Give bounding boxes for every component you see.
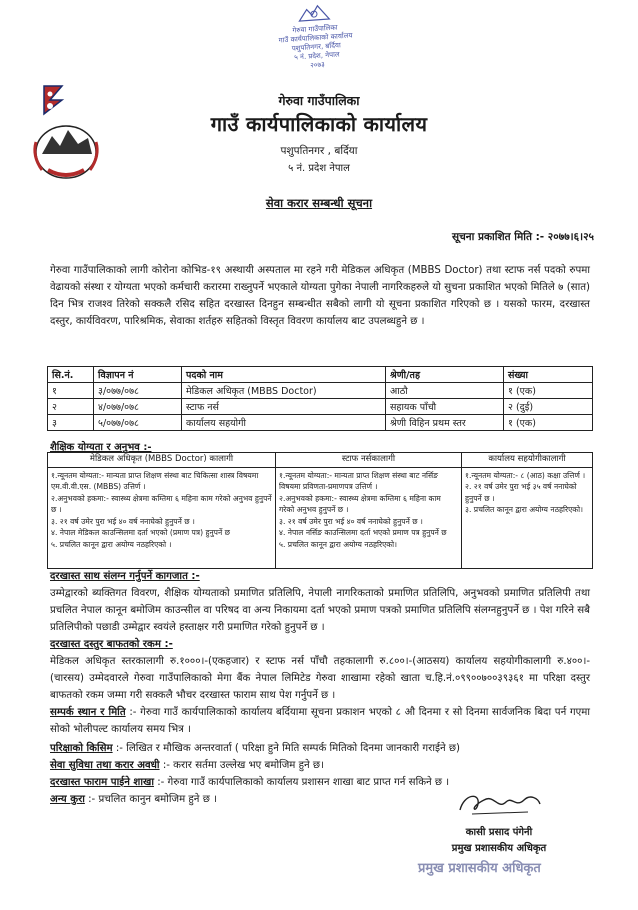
signatory-title: प्रमुख प्रशासकीय अधिकृत — [451, 843, 547, 854]
list-item: ३. २१ वर्ष उमेर पुरा भई ४० वर्ष ननाघेको हुनुपर्ने छ । — [51, 516, 195, 526]
exam-section — [50, 740, 590, 757]
office-title: गाउँ कार्यपालिकाको कार्यालय — [210, 112, 428, 136]
list-item: २.अनुभवको हकमा:- स्वास्थ्य क्षेत्रमा कम्तिमा ६ महिना काम गरेको अनुभव हुनुपर्ने छ । — [279, 493, 441, 514]
branch-heading: दरखास्त फाराम पाईने शाखा — [50, 777, 154, 788]
facility-heading: सेवा सुविधा तथा करार अवधी — [50, 760, 160, 771]
qualification-cell-assistant — [462, 467, 593, 568]
contact-text: :- गेरुवा गाउँ कार्यपालिकाको कार्यालय बर्दियामा सूचना प्रकाशन भएको ८ औ दिनमा र सो दिनमा सार्वजनिक बिदा पर्न गएमा सोको भोलीपल्ट कार्यालय समय भित्र । — [50, 707, 591, 735]
branch-text: :- गेरुवा गाउँ कार्यपालिकाको कार्यालय प्रशासन शाखा बाट प्राप्त गर्न सकिने छ । — [153, 777, 450, 788]
notice-subject — [0, 196, 638, 211]
exam-text: :- लिखित र मौखिक अन्तरवार्ता ( परिक्षा हुने मिति सम्पर्क मितिको दिनमा जानकारी गराईने छ) — [112, 743, 460, 754]
table-cell: ४/०७७/०७८ — [94, 399, 182, 415]
table-header-cell: संख्या — [504, 367, 593, 383]
table-header-cell: कार्यालय सहयोगीकालागी — [462, 453, 593, 468]
facility-text: :- करार सर्तमा उल्लेख भए बमोजिम हुने छ। — [159, 760, 324, 771]
table-cell: ५/०७७/०७८ — [94, 415, 182, 431]
table-cell: कार्यालय सहयोगी — [182, 415, 386, 431]
table-row — [48, 383, 593, 399]
table-cell: आठौ — [386, 383, 504, 399]
documents-text: उम्मेद्वारको ब्यक्तिगत विवरण, शैक्षिक योग्यताको प्रमाणित प्रतिलिपि, नेपाली नागरिकताको प्रमाणित प्रतिलिपि, अनुभवको प्रमाणित प्रतिलिपी तथा प्रचलित नेपाल कानून बमोजिम काउन्सील वा परिषद वा अन्य निकायमा दर्ता भएको प्रमाण पत्रको प्रमाणित प्रतिलिपि संलग्नहुनुपर्ने छ । पेश गरिने सबै प्रतिलिपीको पछाडी उम्मेद्वार स्वयंले हस्ताक्षर गरी प्रमाणित गरेको हुनुपर्ने छ । — [50, 588, 590, 633]
stamp-line: २०७३ — [309, 60, 326, 70]
stamp-line: गाउँ कार्यपालिकाको कार्यालय — [278, 31, 353, 45]
list-item: ४. नेपाल नर्सिङ काउन्सिलमा दर्ता भएको प्रमाण पत्र हुनुपर्ने छ — [279, 528, 447, 537]
qualification-table — [47, 452, 593, 569]
table-cell: २ — [48, 399, 94, 415]
intro-paragraph: गेरुवा गाउँपालिकाको लागी कोरोना कोभिड-१९ अस्थायी अस्पताल मा रहने गरी मेडिकल अधिकृत (MBBS Doctor) तथा स्टाफ नर्स पदको रुपमा वेढायको संस्था र योग्यता भएको कर्मचारी करारमा राख्नुपर्ने भएकाले योग्यता पुगेका नेपाली नागरिकहरुले यो सुचना प्रकाशित भएको मितिले ७ (सात) दिन भित्र राजश्व तिरेको सक्कलै रसिद सहित दरखास्त दिनहुन सम्बन्धीत सबैको लागी यो सूचना प्रकाशित गरिएको छ । यसको फारम, दरखास्त दस्तुर, कार्यविवरण, पारिश्रमिक, सेवाका शर्तहरु सहितको विस्तृत विवरण कार्यालय बाट उपलब्धहुने छ । — [50, 265, 590, 327]
list-item: २. २१ वर्ष उमेर पुरा भई ३५ वर्ष ननाघेको हुनुपर्ने छ । — [465, 482, 577, 503]
notice-subject-text: सेवा करार सम्बन्धी सूचना — [265, 196, 373, 210]
list-item: १.न्यूनतम योग्यता:- ८ (आठ) कक्षा उत्तिर्ण । — [465, 470, 586, 480]
signature-block — [424, 788, 574, 854]
other-text: :- प्रचलित कानुन बमोजिम हुने छ । — [84, 794, 217, 805]
table-cell: मेडिकल अधिकृत (MBBS Doctor) — [182, 383, 386, 399]
table-cell: ३/०७७/०७८ — [94, 383, 182, 399]
table-header-row — [48, 367, 593, 383]
contact-heading: सम्पर्क स्थान र मिति — [50, 707, 126, 718]
contact-section — [50, 704, 590, 738]
list-item: ३. प्रचलित कानून द्वारा अयोग्य नठहरिएको। — [465, 505, 583, 514]
stamp-line: ५ नं. प्रदेश, नेपाल — [293, 50, 340, 62]
fee-heading: दरखास्त दस्तुर बाफतको रकम :- — [50, 639, 173, 650]
table-cell: १ (एक) — [504, 415, 593, 431]
list-item: २.अनुभवको हकमा:- स्वास्थ्य क्षेत्रमा कम्तिमा ६ महिना काम गरेको अनुभव हुनुपर्ने छ । — [51, 493, 272, 514]
fee-section — [50, 636, 590, 704]
table-row — [48, 399, 593, 415]
table-header-cell: विज्ञापन नं — [94, 367, 182, 383]
other-heading: अन्य कुरा — [50, 794, 85, 805]
documents-section — [50, 568, 590, 636]
list-item: ५. प्रचलित कानून द्वारा अयोग्य नठहरिएको । — [51, 539, 172, 549]
posts-table — [47, 366, 593, 431]
table-row — [48, 415, 593, 431]
table-row — [48, 467, 593, 568]
office-province: ५ नं. प्रदेश नेपाल — [288, 163, 350, 174]
qualification-cell-nurse — [276, 467, 462, 568]
table-cell: श्रेणी विहिन प्रथम स्तर — [386, 415, 504, 431]
exam-heading: परिक्षाको किसिम — [50, 743, 113, 754]
table-cell: ३ — [48, 415, 94, 431]
office-stamp — [269, 1, 362, 85]
table-header-cell: मेडिकल अधिकृत (MBBS Doctor) कालागी — [48, 453, 276, 468]
signatory-name: कासी प्रसाद पंगेनी — [465, 827, 533, 838]
office-address: पशुपतिनगर , बर्दिया — [280, 145, 358, 157]
handwritten-signature — [454, 788, 544, 818]
list-item: ५. प्रचलित कानून द्वारा अयोग्य नठहरिएको। — [279, 539, 397, 549]
list-item: ४. नेपाल मेडिकल काउन्सिलमा दर्ता भएको (प्रमाण पत्र) हुनुपर्ने छ — [51, 528, 230, 537]
qualification-cell-doctor — [48, 467, 276, 568]
table-header-cell: पदको नाम — [182, 367, 386, 383]
qualification-title: शैक्षिक योग्यता र अनुभव :- — [50, 442, 152, 453]
list-item: १.न्यूनतम योग्यता:- मान्यता प्राप्त शिक्षण संस्था बाट चिकित्सा शास्त्र विषयमा एम.वी.वी.एस. (MBBS) उत्तिर्ण । — [51, 470, 259, 491]
fee-text: मेडिकल अधिकृत स्तरकालागी रु.१०००।-(एकहजार) र स्टाफ नर्स पाँचौ तहकालागी रु.८००।-(आठसय) कार्यालय सहयोगीकालागी रु.४००।- (चारसय) उम्मेदवारले गेरुवा गाउँपालिकाको मेगा बैंक नेपाल लिमिटेड गेरुवा शाखामा रहेको खाता च.हि.नं.०९९००७००३९३६१ मा परिक्षा दस्तुर बाफतको रकम जम्मा गरी सक्कलै भौचर दरखास्त फाराम साथ पेश गर्नुपर्ने छ । — [50, 656, 590, 701]
table-cell: सहायक पाँचौ — [386, 399, 504, 415]
stamp-emblem-icon — [296, 3, 331, 23]
table-cell: १ (एक) — [504, 383, 593, 399]
table-cell: १ — [48, 383, 94, 399]
facility-section — [50, 757, 590, 774]
table-cell: स्टाफ नर्स — [182, 399, 386, 415]
table-header-cell: श्रेणी/तह — [386, 367, 504, 383]
official-stamp-text: प्रमुख प्रशासकीय अधिकृत — [418, 861, 541, 876]
list-item: ३. २१ वर्ष उमेर पुरा भई ४० वर्ष ननाघेको हुनुपर्ने छ । — [279, 516, 423, 526]
table-header-cell: सि.नं. — [48, 367, 94, 383]
municipality-name: गेरुवा गाउँपालिका — [278, 93, 360, 108]
list-item: १.न्यूनतम योग्यता:- मान्यता प्राप्त शिक्षण संस्था बाट नर्सिङ विषयमा प्रविणता-प्रमाणपत्र उत्तिर्ण । — [279, 470, 438, 491]
stamp-line: पशुपतिनगर, बर्दिया — [291, 41, 342, 53]
stamp-line: गेरुवा गाउँपालिका — [292, 23, 338, 35]
table-cell: २ (दुई) — [504, 399, 593, 415]
documents-heading: दरखास्त साथ संलग्न गर्नुपर्ने कागजात :- — [50, 571, 200, 582]
published-date: सूचना प्रकाशित मिति :- २०७७।६।२५ — [452, 231, 594, 243]
table-header-row — [48, 453, 593, 468]
table-header-cell: स्टाफ नर्सकालागी — [276, 453, 462, 468]
